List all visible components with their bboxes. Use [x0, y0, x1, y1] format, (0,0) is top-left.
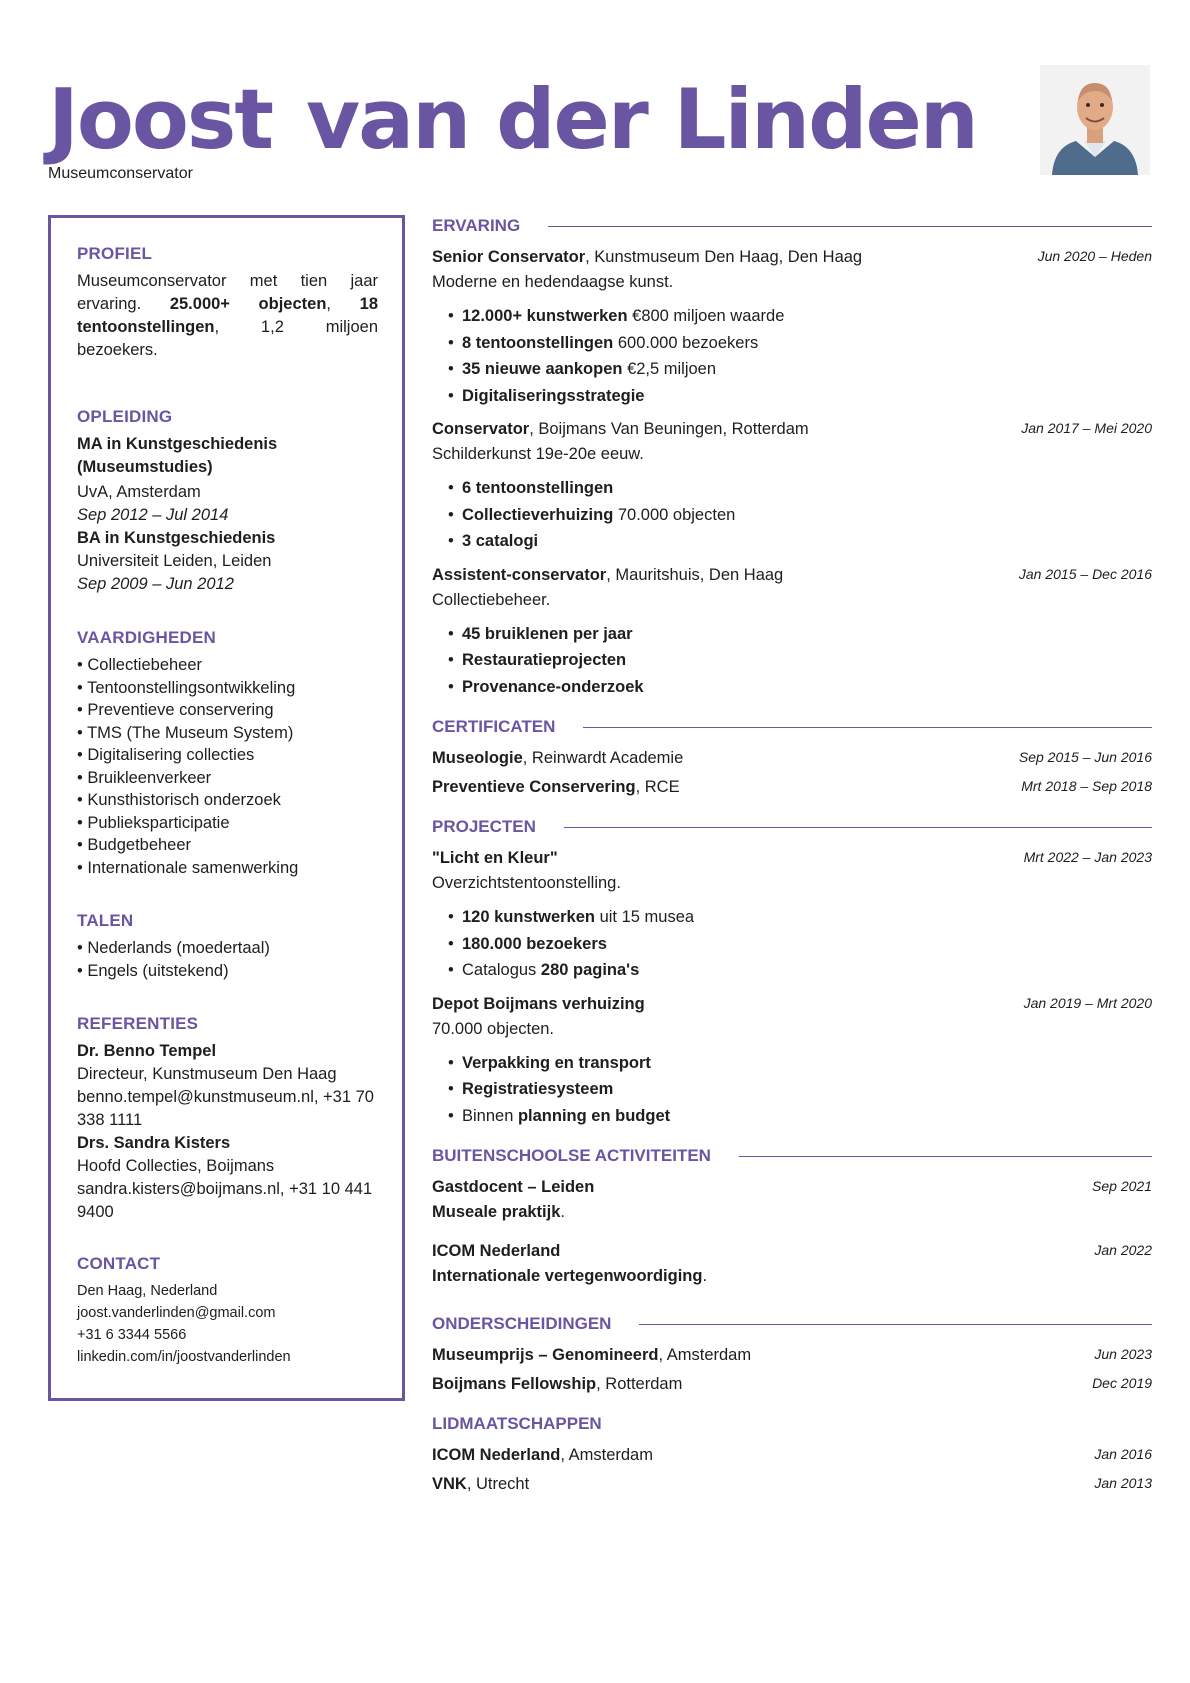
job-description: Schilderkunst 19e-20e eeuw. [432, 445, 644, 463]
skills-heading: VAARDIGHEDEN [77, 628, 217, 647]
job-row [432, 245, 1152, 270]
award-org: , Rotterdam [596, 1375, 683, 1393]
profile-text-part: Museumconservator met tien jaar ervaring. [77, 272, 378, 313]
bullet-item [448, 475, 1152, 502]
activity-entry [432, 1175, 1152, 1225]
reference-role: Directeur, Kunstmuseum Den Haag [77, 1065, 337, 1083]
projects-header [432, 814, 1152, 840]
job-title-line [432, 245, 862, 270]
language-item: • Nederlands (moedertaal) [77, 939, 270, 957]
bullet-prefix: Catalogus [462, 961, 541, 979]
membership-name: ICOM Nederland [432, 1446, 561, 1464]
project-entry [432, 992, 1152, 1130]
certificate-line [432, 775, 680, 800]
bullet-item [448, 330, 1152, 357]
activities-header [432, 1143, 1152, 1169]
section-divider [564, 827, 1152, 828]
membership-name: VNK [432, 1475, 467, 1493]
bullet-text: 70.000 objecten [613, 505, 736, 524]
bullet-bold: Collectieverhuizing [462, 505, 614, 524]
project-entry [432, 846, 1152, 984]
skill-item: • Publieksparticipatie [77, 813, 230, 832]
bullet-bold: Restauratieprojecten [462, 651, 627, 669]
award-name: Boijmans Fellowship [432, 1375, 597, 1393]
activities-heading: BUITENSCHOOLSE ACTIVITEITEN [432, 1146, 711, 1165]
profile-exhibitions: 18 tentoonstellingen [77, 295, 378, 336]
profile-section [77, 244, 378, 362]
languages-section [77, 911, 378, 982]
awards-heading: ONDERSCHEIDINGEN [432, 1314, 612, 1333]
profile-objects: 25.000+ objecten [169, 295, 327, 313]
award-row [432, 1372, 1152, 1397]
job-role: Conservator [432, 420, 530, 438]
bullet-bold: 3 catalogi [462, 532, 539, 550]
section-divider [583, 727, 1152, 728]
award-line [432, 1372, 682, 1397]
job-period: Jan 2015 – Dec 2016 [1018, 565, 1152, 582]
activity-row [432, 1239, 1152, 1264]
languages-heading: TALEN [77, 911, 134, 930]
awards-header [432, 1311, 1152, 1337]
bullet-item [448, 621, 1152, 648]
certificate-name: Preventieve Conservering [432, 778, 636, 796]
bullet-bold: 8 tentoonstellingen [462, 333, 614, 352]
skill-item: • Preventieve conservering [77, 701, 274, 719]
language-item: • Engels (uitstekend) [77, 961, 229, 980]
certificates-header [432, 714, 1152, 740]
activity-period: Sep 2021 [1092, 1178, 1152, 1194]
school: UvA, Amsterdam [77, 483, 201, 501]
activity-desc-text: Museale praktijk [432, 1203, 561, 1221]
profile-photo [1040, 65, 1150, 175]
award-org: , Amsterdam [658, 1346, 752, 1364]
degree: MA in Kunstgeschiedenis (Museumstudies) [77, 435, 278, 476]
contact-section [77, 1254, 378, 1368]
bullet-item [448, 1050, 1152, 1077]
first-name: Joost [48, 71, 273, 168]
skills-list [77, 654, 378, 879]
bullet-bold: 6 tentoonstellingen [462, 479, 614, 497]
bullet-bold: planning en budget [517, 1106, 671, 1125]
activity-row [432, 1175, 1152, 1200]
job-title: Museumconservator [48, 165, 193, 182]
job-org: , Mauritshuis, Den Haag [606, 565, 784, 584]
job-description: Moderne en hedendaagse kunst. [432, 273, 674, 291]
project-bullets [448, 904, 1152, 984]
bullet-bold: 120 kunstwerken [462, 908, 595, 926]
skill-item: • Tentoonstellingsontwikkeling [77, 678, 296, 697]
bullet-item [448, 303, 1152, 330]
projects-section [432, 814, 1152, 1129]
reference-name: Dr. Benno Tempel [77, 1042, 217, 1060]
profile-heading: PROFIEL [77, 244, 153, 263]
experience-section [432, 213, 1152, 700]
bullet-text: uit 15 musea [594, 908, 695, 926]
membership-org: , Amsterdam [560, 1446, 653, 1464]
certificates-section [432, 714, 1152, 800]
job-period: Jun 2020 – Heden [1037, 248, 1152, 264]
membership-line [432, 1472, 529, 1497]
certificate-line [432, 746, 683, 771]
project-description: 70.000 objecten. [432, 1019, 555, 1038]
experience-heading: ERVARING [432, 216, 521, 235]
bullet-text: €2,5 miljoen [622, 360, 717, 378]
bullet-item [448, 1103, 1152, 1130]
activity-period: Jan 2022 [1094, 1242, 1152, 1258]
bullet-prefix: Binnen [462, 1106, 518, 1125]
profile-text-part: , [326, 295, 360, 313]
section-divider [639, 1324, 1152, 1325]
reference-contact: benno.tempel@kunstmuseum.nl, +31 70 338 1111 [77, 1088, 374, 1129]
skill-item: • TMS (The Museum System) [77, 723, 294, 742]
bullet-item [448, 957, 1152, 984]
job-period: Jan 2017 – Mei 2020 [1021, 420, 1152, 436]
award-period: Jun 2023 [1094, 1346, 1152, 1362]
project-period: Mrt 2022 – Jan 2023 [1023, 849, 1152, 865]
activity-desc-text: Internationale vertegenwoordiging [432, 1267, 703, 1285]
bullet-bold: Verpakking en transport [462, 1053, 651, 1072]
project-row [432, 846, 1152, 871]
bullet-item [448, 528, 1152, 555]
skills-section [77, 628, 378, 879]
awards-section [432, 1311, 1152, 1397]
bullet-text: €800 miljoen waarde [627, 307, 785, 325]
project-description: Overzichtstentoonstelling. [432, 874, 621, 892]
header [48, 70, 1048, 183]
job-org: , Kunstmuseum Den Haag, Den Haag [585, 248, 863, 266]
reference-name: Drs. Sandra Kisters [77, 1134, 231, 1152]
certificate-period: Mrt 2018 – Sep 2018 [1021, 778, 1152, 794]
bullet-bold: 45 bruiklenen per jaar [462, 624, 633, 643]
project-name: "Licht en Kleur" [432, 849, 558, 867]
person-photo-icon [1040, 65, 1150, 175]
bullet-item [448, 904, 1152, 931]
job-row [432, 563, 1152, 588]
job-row [432, 417, 1152, 442]
bullet-bold: 12.000+ kunstwerken [462, 307, 628, 325]
main-column [432, 213, 1152, 1497]
certificate-org: , RCE [635, 778, 680, 796]
job-description: Collectiebeheer. [432, 590, 551, 609]
skill-item: • Digitalisering collecties [77, 746, 255, 764]
profile-text [77, 270, 378, 362]
bullet-item [448, 931, 1152, 958]
job-entry [432, 563, 1152, 701]
skill-item: • Collectiebeheer [77, 656, 203, 674]
job-bullets [448, 303, 1152, 409]
education-section [77, 407, 378, 596]
skill-item: • Internationale samenwerking [77, 858, 299, 877]
project-bullets [448, 1050, 1152, 1130]
membership-row [432, 1443, 1152, 1468]
languages-list [77, 937, 378, 982]
certificates-heading: CERTIFICATEN [432, 717, 556, 736]
certificate-org: , Reinwardt Academie [522, 749, 684, 767]
award-period: Dec 2019 [1092, 1375, 1152, 1391]
project-period: Jan 2019 – Mrt 2020 [1023, 994, 1152, 1011]
bullet-item [448, 502, 1152, 529]
job-role: Senior Conservator [432, 248, 586, 266]
sidebar [48, 215, 405, 1401]
project-name: Depot Boijmans verhuizing [432, 994, 645, 1013]
activity-description: Museale praktijk. [432, 1203, 565, 1221]
memberships-section [432, 1411, 1152, 1497]
education-heading: OPLEIDING [77, 407, 173, 426]
bullet-text: 600.000 bezoekers [613, 333, 759, 352]
last-name: van der Linden [306, 71, 977, 168]
certificate-row [432, 775, 1152, 800]
activity-description: Internationale vertegenwoordiging. [432, 1267, 708, 1285]
job-bullets [448, 475, 1152, 555]
certificate-name: Museologie [432, 749, 523, 767]
contact-heading: CONTACT [77, 1254, 161, 1273]
memberships-header [432, 1411, 1152, 1437]
section-divider [548, 226, 1152, 227]
candidate-name [48, 70, 1048, 170]
membership-period: Jan 2016 [1094, 1446, 1152, 1462]
contact-linkedin[interactable]: linkedin.com/in/joostvanderlinden [77, 1349, 291, 1365]
award-row [432, 1343, 1152, 1368]
membership-row [432, 1472, 1152, 1497]
job-bullets [448, 621, 1152, 701]
membership-line [432, 1443, 653, 1468]
bullet-item [448, 383, 1152, 410]
education-period: Sep 2012 – Jul 2014 [77, 506, 229, 524]
activity-entry [432, 1239, 1152, 1289]
references-section [77, 1014, 378, 1224]
certificate-row [432, 746, 1152, 771]
job-entry [432, 245, 1152, 409]
skill-item: • Kunsthistorisch onderzoek [77, 791, 281, 809]
degree: BA in Kunstgeschiedenis [77, 529, 276, 547]
school: Universiteit Leiden, Leiden [77, 552, 272, 570]
bullet-bold: 35 nieuwe aankopen [462, 360, 623, 378]
bullet-item [448, 356, 1152, 383]
activities-section [432, 1143, 1152, 1289]
bullet-bold: 180.000 bezoekers [462, 934, 607, 953]
contact-phone[interactable]: +31 6 3344 5566 [77, 1327, 187, 1343]
education-period: Sep 2009 – Jun 2012 [77, 575, 234, 593]
skill-item: • Bruikleenverkeer [77, 768, 212, 787]
bullet-bold: Registratiesysteem [462, 1080, 614, 1098]
award-name: Museumprijs – Genomineerd [432, 1346, 659, 1364]
bullet-item [448, 647, 1152, 674]
bullet-item [448, 674, 1152, 701]
project-row [432, 992, 1152, 1017]
activity-title: Gastdocent – Leiden [432, 1178, 595, 1196]
bullet-bold: Digitaliseringsstrategie [462, 386, 645, 405]
job-title-line [432, 563, 783, 588]
section-divider [739, 1156, 1152, 1157]
bullet-bold: 280 pagina's [540, 961, 640, 979]
bullet-bold: Provenance-onderzoek [462, 677, 644, 696]
memberships-heading: LIDMAATSCHAPPEN [432, 1414, 602, 1433]
bullet-item [448, 1076, 1152, 1103]
job-title-line [432, 417, 809, 442]
reference-contact: sandra.kisters@boijmans.nl, +31 10 441 9400 [77, 1180, 373, 1221]
membership-period: Jan 2013 [1094, 1475, 1152, 1491]
activity-title: ICOM Nederland [432, 1242, 561, 1260]
membership-org: , Utrecht [466, 1475, 530, 1493]
projects-heading: PROJECTEN [432, 817, 536, 836]
job-role: Assistent-conservator [432, 565, 607, 584]
skill-item: • Budgetbeheer [77, 836, 192, 854]
profile-text-part: , 1,2 miljoen bezoekers. [77, 318, 378, 359]
references-heading: REFERENTIES [77, 1014, 199, 1033]
certificate-period: Sep 2015 – Jun 2016 [1018, 749, 1152, 765]
experience-header [432, 213, 1152, 239]
contact-location: Den Haag, Nederland [77, 1283, 218, 1299]
award-line [432, 1343, 751, 1368]
job-entry [432, 417, 1152, 555]
job-org: , Boijmans Van Beuningen, Rotterdam [529, 420, 809, 438]
reference-role: Hoofd Collecties, Boijmans [77, 1157, 275, 1175]
contact-email[interactable]: joost.vanderlinden@gmail.com [77, 1305, 276, 1321]
